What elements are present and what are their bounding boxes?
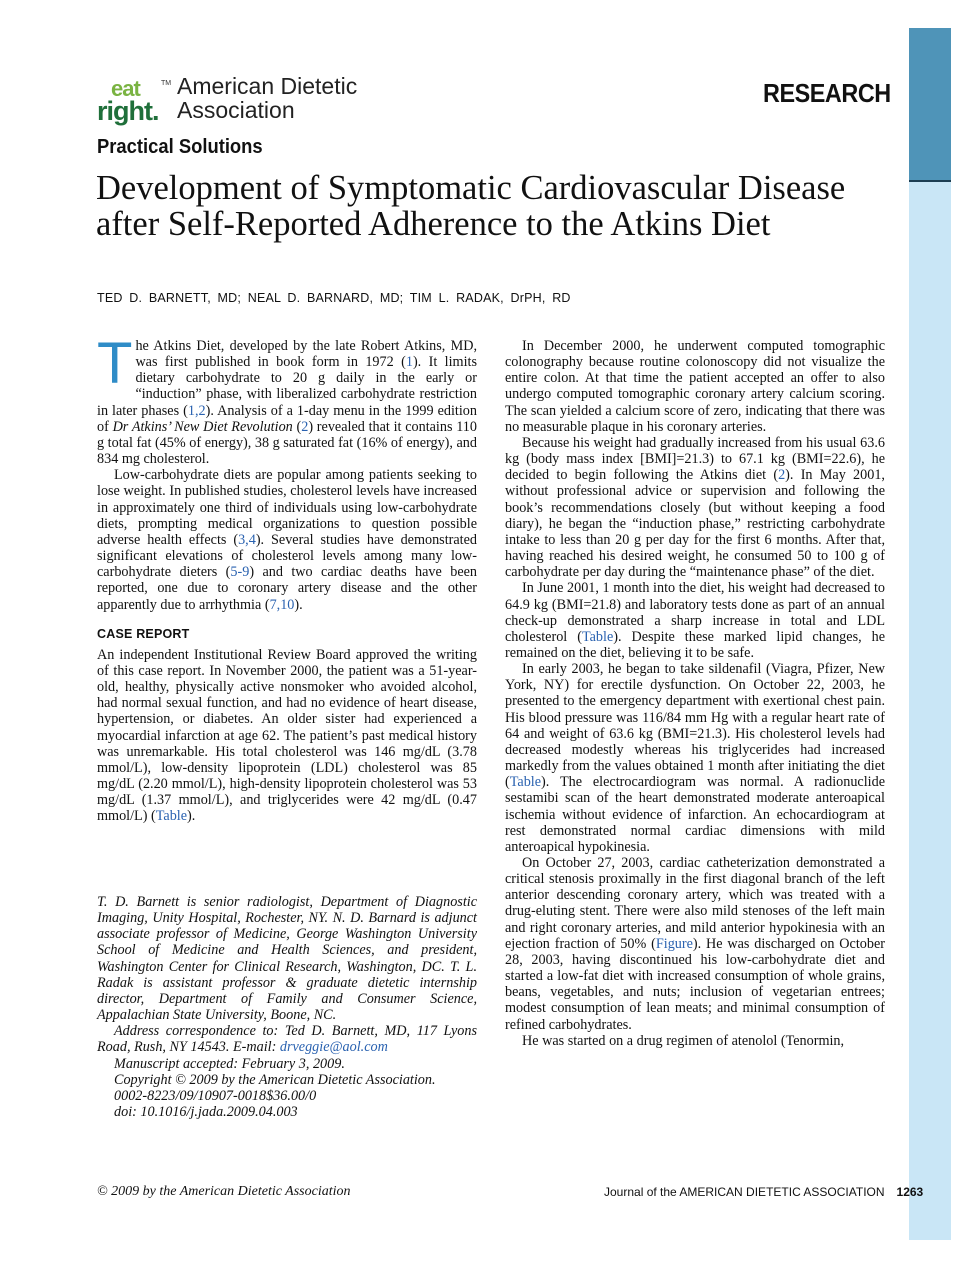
citation-link[interactable]: 5-9: [230, 564, 250, 581]
paragraph: Low-carbohydrate diets are popular among patients seeking to lose weight. In published studies, cholesterol levels have increased in approximately one third of individuals using low-carbohydrate diets, prompting medical organizations to question possible adverse health effects (3,4). Several studies have demonstrated significant elevations of cholesterol levels among many low-carbohydrate dieters (5-9) and two cardiac deaths have been reported, one due to coronary artery disease and the other apparently due to arrhythmia (7,10).: [97, 467, 478, 613]
accepted-date: Manuscript accepted: February 3, 2009.: [114, 1055, 345, 1072]
journal-name: Journal of the AMERICAN DIETETIC ASSOCIATION: [604, 1185, 885, 1199]
figure-link[interactable]: Figure: [655, 935, 693, 952]
footer-copyright: © 2009 by the American Dietetic Association: [97, 1184, 351, 1199]
paragraph: Because his weight had gradually increased from his usual 63.6 kg (body mass index [BMI]=21.3) to 67.1 kg (BMI=22.6), he decided to begin following the Atkins diet (2). In May 2001, without professional advice or supervision and following the book’s recommendations closely (but without keeping a food diary), he began the “induction phase,” restricting carbohydrate intake to less than 20 g per day for the first 6 months. After that, having reached his desired weight, he consumed 50 to 100 g of carbohydrate per day during the “maintenance phase” of the diet.: [505, 434, 885, 581]
citation-link[interactable]: 2: [301, 418, 309, 435]
doi: doi: 10.1016/j.jada.2009.04.003: [114, 1104, 298, 1121]
drop-cap: T: [97, 331, 133, 396]
footer-journal: [604, 1185, 923, 1199]
citation-link[interactable]: 7,10: [269, 596, 295, 613]
logo-line-2: Association: [177, 97, 295, 123]
table-link[interactable]: Table: [581, 628, 614, 645]
citation-link[interactable]: 2: [778, 467, 786, 484]
paragraph: He was started on a drug regimen of atenolol (Tenormin,: [522, 1032, 845, 1049]
logo-org-name: [177, 74, 357, 122]
author-notes: [97, 894, 477, 1120]
section-heading: CASE REPORT: [97, 626, 190, 641]
article-authors: TED D. BARNETT, MD; NEAL D. BARNARD, MD; TIM L. RADAK, DrPH, RD: [97, 291, 571, 305]
section-tag: RESEARCH: [763, 78, 891, 108]
email-link[interactable]: drveggie@aol.com: [279, 1039, 388, 1056]
paragraph: In December 2000, he underwent computed tomographic colonography because routine colonoscopy did not visualize the entire colon. At that time the patient accepted an offer to also undergo computed tomographic coronary artery calcium scoring. The scan yielded a calcium score of zero, indicating that there was no measurable plaque in his coronary arteries.: [505, 338, 885, 435]
citation-link[interactable]: 1: [405, 354, 413, 371]
paragraph: An independent Institutional Review Board approved the writing of this case report. In November 2000, the patient was a 51-year-old, healthy, physically active nonsmoker who avoided alcohol, had normal sexual function, and had no evidence of heart disease, hypertension, or diabetes. An older sister had experienced a myocardial infarction at age 62. The patient’s past medical history was unremarkable. His total cholesterol was 146 mg/dL (3.78 mmol/L), low-density lipoprotein (LDL) cholesterol was 85 mg/dL (2.20 mmol/L), high-density lipoprotein cholesterol was 53 mg/dL (1.37 mmol/L), and triglycerides were 42 mg/dL (0.47 mmol/L) (Table).: [97, 646, 477, 825]
side-color-bar: [909, 28, 951, 1240]
table-link[interactable]: Table: [155, 808, 188, 825]
issn: 0002-8223/09/10907-0018$36.00/0: [114, 1087, 317, 1104]
table-link[interactable]: Table: [509, 774, 542, 791]
section-label: Practical Solutions: [97, 136, 263, 158]
logo-trademark: TM: [161, 80, 172, 87]
eat-right-logo-mark: [97, 74, 177, 130]
correspondence: Address correspondence to: Ted D. Barnett, MD, 117 Lyons Road, Rush, NY 14543. E-mail: drveggie@aol.com: [97, 1023, 477, 1056]
logo-line-1: American Dietetic: [177, 73, 358, 99]
citation-link[interactable]: 3,4: [238, 531, 256, 548]
paragraph: In early 2003, he began to take sildenafil (Viagra, Pfizer, New York, NY) for erectile dysfunction. On October 22, 2003, he presented to the emergency department with exertional chest pain. His blood pressure was 116/84 mm Hg with a regular heart rate of 64 and weight of 63.6 kg (BMI=21.3). His cholesterol levels had decreased modestly whereas his triglycerides had increased markedly from the values obtained 1 month after initiating the diet (Table). The electrocardiogram was normal. A radionuclide sestamibi scan of the heart demonstrated moderate anteroapical ischemia without evidence of infarction. An echocardiogram at rest demonstrated normal cardiac dimensions with mild anteroapical hypokinesia.: [505, 661, 885, 855]
copyright-note: Copyright © 2009 by the American Dietetic Association.: [114, 1071, 436, 1088]
article-title: Development of Symptomatic Cardiovascular Disease after Self-Reported Adherence to the Atkins Diet: [96, 169, 846, 243]
logo-eat-text: eat: [111, 76, 140, 101]
book-title: Dr Atkins’ New Diet Revolution: [112, 418, 293, 435]
right-column: [505, 338, 885, 1049]
affiliations: T. D. Barnett is senior radiologist, Department of Diagnostic Imaging, Unity Hospital, Rochester, NY. N. D. Barnard is adjunct associate professor of Medicine, George Washington University School of Medicine and Health Sciences, and president, Washington Center for Clinical Research, Washington, DC. T. L. Radak is assistant professor & graduate dietetic internship director, Department of Family and Consumer Science, Appalachian State University, Boone, NC.: [97, 894, 477, 1024]
paragraph: In June 2001, 1 month into the diet, his weight had decreased to 64.9 kg (BMI=21.8) and laboratory tests done as part of an annual check-up demonstrated a sharp increase in total and LDL cholesterol (Table). Despite these marked lipid changes, he remained on the diet, believing it to be safe.: [505, 580, 885, 661]
paragraph: On October 27, 2003, cardiac catheterization demonstrated a critical stenosis proximally in the first diagonal branch of the left anterior descending coronary artery, which was treated with a drug-eluting stent. There were also mild stenoses of the left main and right coronary arteries, and mild anterior hypokinesia with an ejection fraction of 50% (Figure). He was discharged on October 28, 2003, having discontinued his low-carbohydrate diet and started a low-fat diet with increased consumption of whole grains, beans, vegetables, and nuts; inclusion of vegetarian entrees; modest consumption of lean meats; and minimal consumption of refined carbohydrates.: [505, 855, 885, 1033]
logo-right-text: right.: [97, 96, 159, 126]
side-color-bar-dark: [909, 28, 951, 182]
page-number: 1263: [896, 1185, 924, 1199]
intro-paragraph: The Atkins Diet, developed by the late Robert Atkins, MD, was first published in book form in 1972 (1). It limits dietary carbohydrate to 20 g daily in the early or “induction” phase, with liberalized carbohydrate restriction in later phases (1,2). Analysis of a 1-day menu in the 1999 edition of Dr Atkins’ New Diet Revolution (2) revealed that it contains 110 g total fat (45% of energy), 38 g saturated fat (16% of energy), and 834 mg cholesterol.: [97, 331, 477, 468]
left-column: [97, 331, 478, 825]
citation-link[interactable]: 1,2: [187, 402, 206, 419]
